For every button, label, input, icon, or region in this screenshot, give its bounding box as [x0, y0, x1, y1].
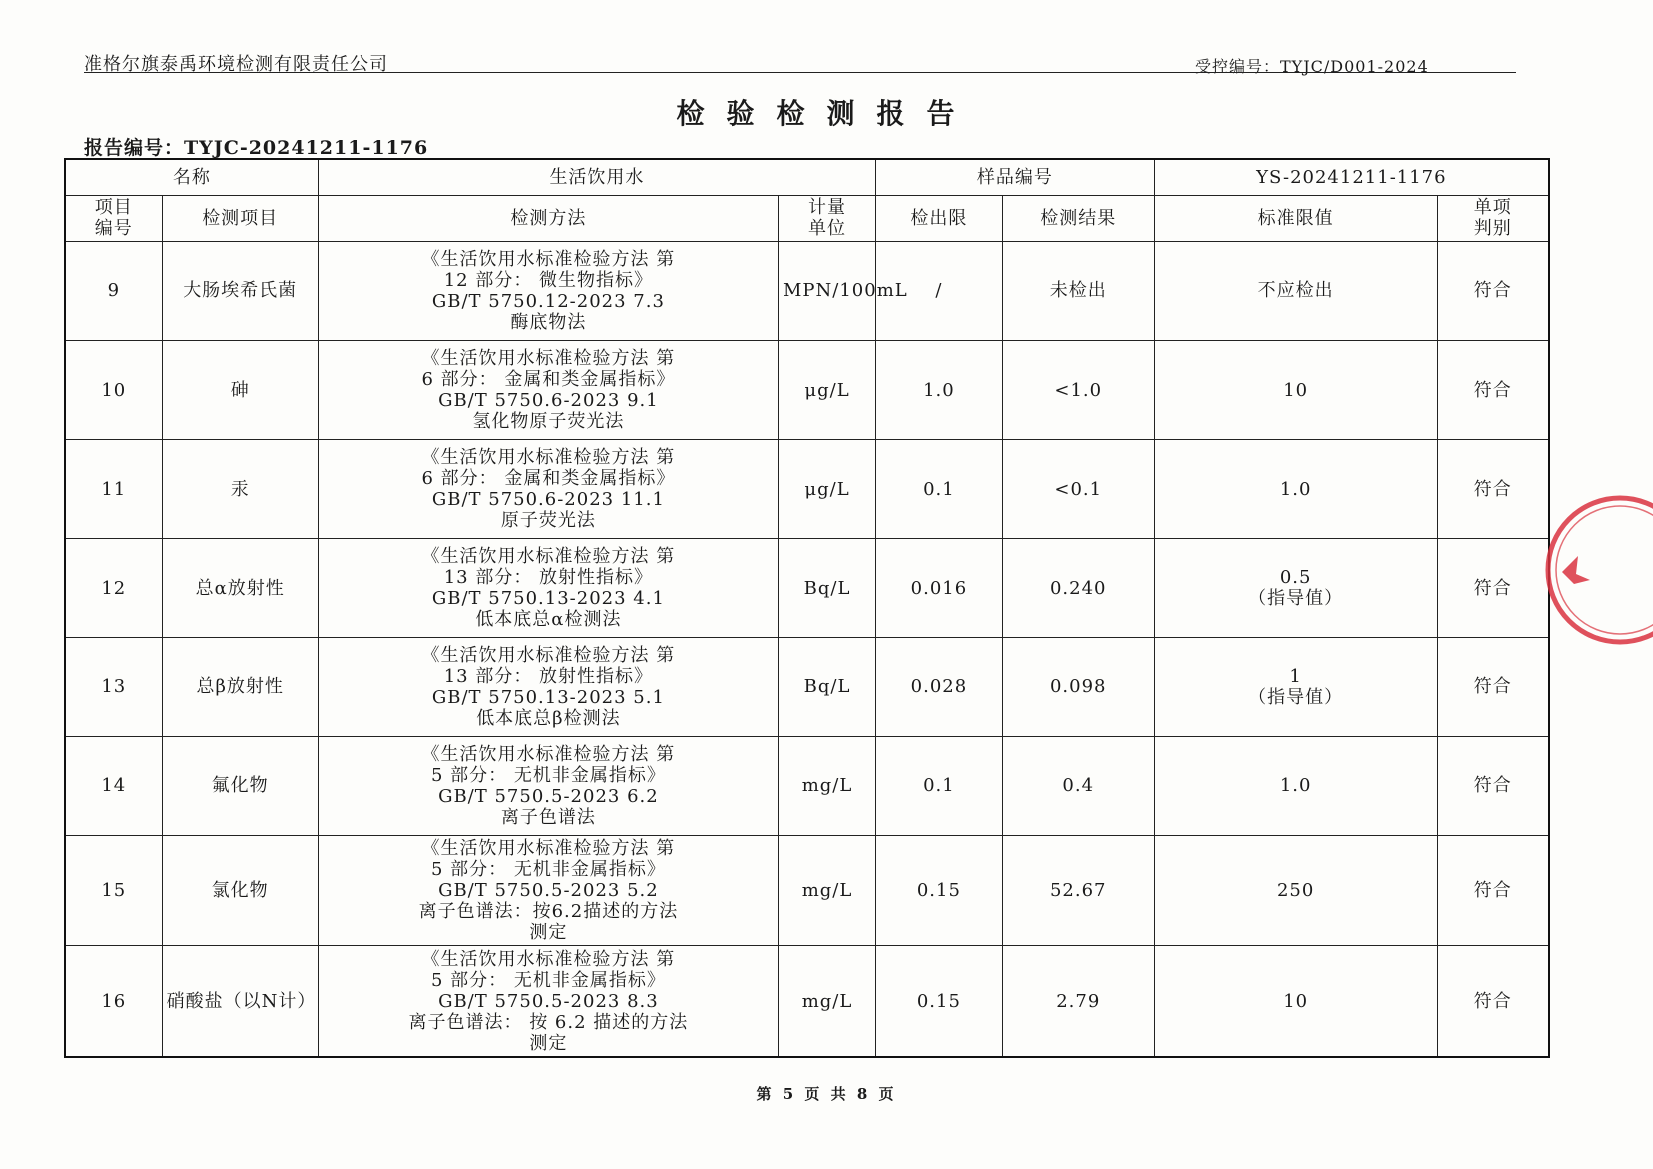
- method-line: 5 部分： 无机非金属指标》: [430, 969, 666, 991]
- method-line: 氢化物原子荧光法: [472, 411, 625, 433]
- test-result: 0.240: [1002, 539, 1154, 638]
- control-number: 受控编号：TYJC/D001-2024: [1195, 57, 1429, 76]
- method-line: 《生活饮用水标准检验方法 第: [421, 743, 676, 765]
- standard-limit: [1154, 341, 1437, 440]
- sample-no-label: 样品编号: [876, 159, 1155, 196]
- standard-limit: [1154, 835, 1437, 946]
- method-line: 《生活饮用水标准检验方法 第: [421, 948, 676, 970]
- test-result: 0.4: [1002, 736, 1154, 835]
- method-line: 13 部分： 放射性指标》: [443, 665, 654, 687]
- judgement: 符合: [1437, 539, 1549, 638]
- col-judge: 单项 判别: [1437, 196, 1549, 242]
- test-result: <0.1: [1002, 440, 1154, 539]
- method-line: 低本底总β检测法: [476, 707, 621, 729]
- item-number: 16: [65, 946, 162, 1057]
- method-line: 低本底总α检测法: [475, 609, 622, 631]
- col-unit: 计量 单位: [778, 196, 875, 242]
- method-line: 12 部分： 微生物指标》: [443, 269, 654, 291]
- detection-limit: 0.028: [876, 638, 1003, 736]
- unit: Bq/L: [778, 638, 875, 736]
- test-method: [318, 241, 778, 340]
- standard-line: 250: [1276, 879, 1315, 901]
- company-name: 准格尔旗泰禹环境检测有限责任公司: [84, 54, 388, 75]
- method-line: GB/T 5750.6-2023 11.1: [431, 489, 665, 511]
- standard-limit: [1154, 638, 1437, 736]
- detection-limit: 0.016: [876, 539, 1003, 638]
- standard-limit: [1154, 440, 1437, 539]
- results-table: [64, 158, 1550, 1058]
- test-result: 2.79: [1002, 946, 1154, 1057]
- item-number: 13: [65, 638, 162, 736]
- standard-line: 不应检出: [1257, 280, 1334, 302]
- test-method: [318, 539, 778, 638]
- item-number: 15: [65, 835, 162, 946]
- unit: MPN/100mL: [778, 241, 875, 340]
- col-result: 检测结果: [1002, 196, 1154, 242]
- method-line: 5 部分： 无机非金属指标》: [430, 764, 666, 786]
- method-line: GB/T 5750.12-2023 7.3: [431, 290, 665, 312]
- table-row: [65, 341, 1549, 440]
- method-line: 《生活饮用水标准检验方法 第: [421, 546, 676, 568]
- unit: μg/L: [778, 440, 875, 539]
- test-method: [318, 835, 778, 946]
- method-line: 测定: [529, 1032, 568, 1054]
- standard-line: 1: [1289, 665, 1302, 687]
- judgement: 符合: [1437, 946, 1549, 1057]
- method-line: 5 部分： 无机非金属指标》: [430, 858, 666, 880]
- table-row: [65, 638, 1549, 736]
- method-line: 离子色谱法： 按 6.2 描述的方法: [408, 1011, 689, 1033]
- table-row: [65, 241, 1549, 340]
- judgement: 符合: [1437, 241, 1549, 340]
- item-number: 11: [65, 440, 162, 539]
- item-name: 大肠埃希氏菌: [162, 241, 318, 340]
- unit: mg/L: [778, 835, 875, 946]
- table-row: [65, 440, 1549, 539]
- standard-line: （指导值）: [1248, 686, 1344, 708]
- table-row: [65, 539, 1549, 638]
- unit: μg/L: [778, 341, 875, 440]
- detection-limit: 1.0: [876, 341, 1003, 440]
- detection-limit: 0.15: [876, 946, 1003, 1057]
- judgement: 符合: [1437, 736, 1549, 835]
- method-line: 原子荧光法: [500, 510, 596, 532]
- table-row: [65, 946, 1549, 1057]
- header-rule: [84, 72, 1516, 73]
- standard-line: 1.0: [1279, 775, 1312, 797]
- detection-limit: /: [876, 241, 1003, 340]
- item-number: 14: [65, 736, 162, 835]
- standard-line: 1.0: [1279, 478, 1312, 500]
- item-number: 10: [65, 341, 162, 440]
- method-line: GB/T 5750.6-2023 9.1: [438, 390, 659, 412]
- col-method: 检测方法: [318, 196, 778, 242]
- standard-line: 10: [1283, 379, 1309, 401]
- method-line: 6 部分： 金属和类金属指标》: [421, 468, 676, 490]
- item-name: 氯化物: [162, 835, 318, 946]
- test-result: 52.67: [1002, 835, 1154, 946]
- test-result: 未检出: [1002, 241, 1154, 340]
- judgement: 符合: [1437, 440, 1549, 539]
- item-name: 氟化物: [162, 736, 318, 835]
- test-result: 0.098: [1002, 638, 1154, 736]
- page-footer: 第 5 页 共 8 页: [756, 1085, 897, 1103]
- method-line: 《生活饮用水标准检验方法 第: [421, 644, 676, 666]
- test-method: [318, 440, 778, 539]
- judgement: 符合: [1437, 341, 1549, 440]
- item-name: 硝酸盐（以N计）: [162, 946, 318, 1057]
- test-method: [318, 341, 778, 440]
- judgement: 符合: [1437, 638, 1549, 736]
- test-result: <1.0: [1002, 341, 1154, 440]
- table-row: [65, 736, 1549, 835]
- sample-no-value: YS-20241211-1176: [1154, 159, 1549, 196]
- unit: Bq/L: [778, 539, 875, 638]
- method-line: 离子色谱法：按6.2描述的方法: [418, 900, 679, 922]
- table-row: [65, 835, 1549, 946]
- item-number: 9: [65, 241, 162, 340]
- unit: mg/L: [778, 736, 875, 835]
- name-label: 名称: [65, 159, 318, 196]
- method-line: 13 部分： 放射性指标》: [443, 567, 654, 589]
- col-limit: 检出限: [876, 196, 1003, 242]
- standard-line: 0.5: [1279, 567, 1312, 589]
- standard-limit: [1154, 539, 1437, 638]
- standard-line: 10: [1283, 990, 1309, 1012]
- method-line: 6 部分： 金属和类金属指标》: [421, 369, 676, 391]
- col-item-no: 项目 编号: [65, 196, 162, 242]
- method-line: 《生活饮用水标准检验方法 第: [421, 837, 676, 859]
- method-line: 酶底物法: [510, 311, 587, 333]
- col-standard: 标准限值: [1154, 196, 1437, 242]
- column-header-row: [65, 196, 1549, 242]
- method-line: GB/T 5750.13-2023 4.1: [431, 588, 665, 610]
- method-line: 《生活饮用水标准检验方法 第: [421, 348, 676, 370]
- detection-limit: 0.1: [876, 736, 1003, 835]
- method-line: GB/T 5750.5-2023 6.2: [438, 785, 659, 807]
- item-number: 12: [65, 539, 162, 638]
- report-title: 检验检测报告: [676, 97, 977, 130]
- item-name: 砷: [162, 341, 318, 440]
- col-item: 检测项目: [162, 196, 318, 242]
- test-method: [318, 638, 778, 736]
- detection-limit: 0.1: [876, 440, 1003, 539]
- standard-limit: [1154, 736, 1437, 835]
- test-method: [318, 736, 778, 835]
- method-line: 测定: [529, 921, 568, 943]
- judgement: 符合: [1437, 835, 1549, 946]
- method-line: 《生活饮用水标准检验方法 第: [421, 447, 676, 469]
- method-line: GB/T 5750.5-2023 8.3: [438, 990, 659, 1012]
- method-line: GB/T 5750.5-2023 5.2: [438, 879, 659, 901]
- standard-limit: [1154, 241, 1437, 340]
- method-line: 离子色谱法: [500, 806, 596, 828]
- official-seal-icon: [1540, 490, 1653, 650]
- report-number: 报告编号：TYJC-20241211-1176: [84, 137, 429, 159]
- item-name: 总β放射性: [162, 638, 318, 736]
- name-value: 生活饮用水: [318, 159, 875, 196]
- method-line: 《生活饮用水标准检验方法 第: [421, 248, 676, 270]
- method-line: GB/T 5750.13-2023 5.1: [431, 686, 665, 708]
- info-row: [65, 159, 1549, 196]
- test-method: [318, 946, 778, 1057]
- unit: mg/L: [778, 946, 875, 1057]
- standard-line: （指导值）: [1248, 588, 1344, 610]
- standard-limit: [1154, 946, 1437, 1057]
- item-name: 汞: [162, 440, 318, 539]
- detection-limit: 0.15: [876, 835, 1003, 946]
- item-name: 总α放射性: [162, 539, 318, 638]
